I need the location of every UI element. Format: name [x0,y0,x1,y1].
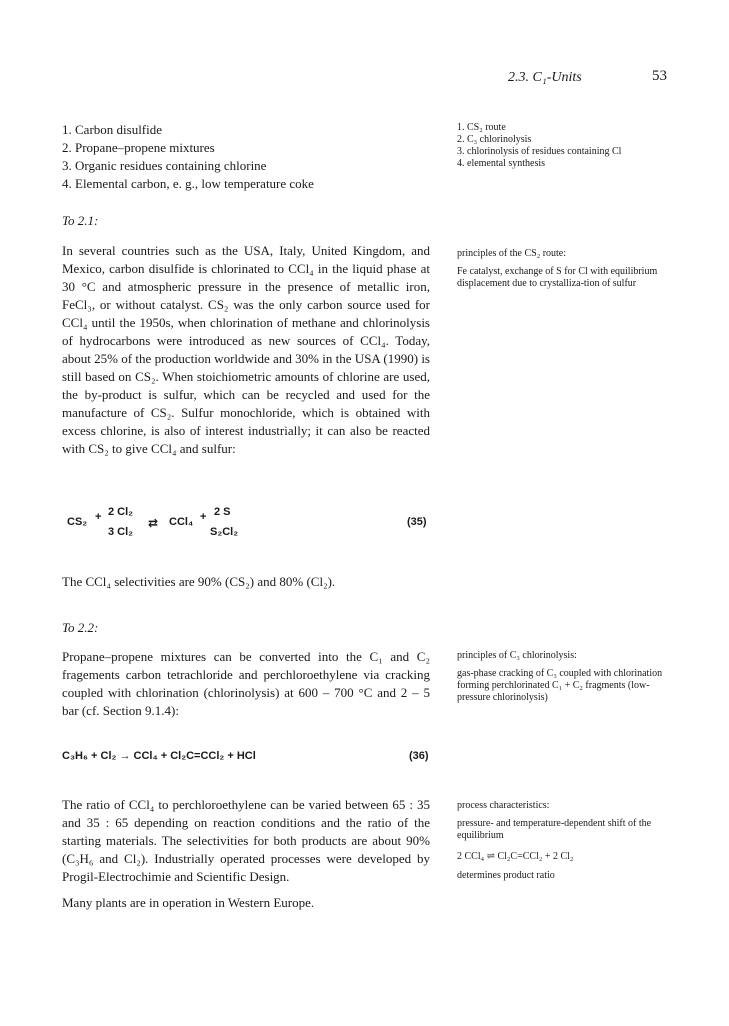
margin-text: pressure- and temperature-dependent shift of the equilibrium [457,818,652,841]
list-item: 1. CS₂ route [457,122,506,133]
margin-note-process [457,800,673,882]
selectivity-text [62,573,430,591]
eq35-reactant: CS₂ [67,516,88,528]
list-item: 3. chlorinolysis of residues containing Cl [457,146,622,157]
eq35-product: CCl₄ [169,516,194,528]
equation-36: C₃H₆ + Cl₂ → CCl₄ + Cl₂C=CCl₂ + HCl [62,750,256,762]
list-item: 2. C₃ chlorinolysis [457,134,532,145]
section-heading-2-2: To 2.2: [62,620,99,635]
eq35-plus: + [95,511,102,523]
list-item: 2. Propane–propene mixtures [62,140,215,155]
eq35-reagent-bottom: 3 Cl₂ [108,526,134,538]
margin-equation: 2 CCl₄ ⇌ Cl₂C=CCl₂ + 2 Cl₂ [457,851,574,862]
body-paragraph: The ratio of CCl₄ to perchloroethylene can be varied between 65 : 35 and 35 : 65 depending on reaction conditions and the ratio of the starting materials. The selectivities for both products are about 90% (C₃H₆ and Cl₂). Industrially operated processes were developed by Progil-Electrochimie and Scientific Design. [62,797,430,884]
body-paragraph: Many plants are in operation in Western Europe. [62,895,315,910]
ratio-paragraph [62,796,430,886]
eq35-reagent-top: 2 Cl₂ [108,506,134,518]
margin-text: determines product ratio [457,870,555,881]
section-2-1-paragraph [62,242,430,458]
running-header-title: 2.3. C₁-Units [508,70,582,85]
body-paragraph: The CCl₄ selectivities are 90% (CS₂) and 80% (Cl₂). [62,574,336,589]
equilibrium-arrow-icon: ⇄ [148,516,159,530]
eq35-byproduct-top: 2 S [214,506,231,518]
list-item: 1. Carbon disulfide [62,122,163,137]
margin-heading: principles of C₃ chlorinolysis: [457,650,577,661]
section-2-2-paragraph [62,648,430,720]
body-paragraph: In several countries such as the USA, Italy, United Kingdom, and Mexico, carbon disulfide is chlorinated to CCl₄ in the liquid phase at 30 °C and atmospheric pressure in the presence of metallic iron, FeCl₃, or without catalyst. CS₂ was the only carbon source used for CCl₄ until the 1950s, when chlorination of methane and chlorinolysis of hydrocarbons were introduced as new sources of CCl₄. Today, about 25% of the production worldwide and 30% in the USA (1990) is still based on CS₂. When stoichiometric amounts of chlorine are used, the by-product is sulfur, which can be recycled and used for the manufacture of CS₂. Sulfur monochloride, which is obtained with excess chlorine, is also of interest industrially; it can also be reacted with CS₂ to give CCl₄ and sulfur: [62,243,430,456]
raw-materials-list [62,121,430,193]
list-item: 4. Elemental carbon, e. g., low temperature coke [62,176,314,191]
margin-note-cs2-route [457,248,673,290]
margin-heading: process characteristics: [457,800,550,811]
margin-text: Fe catalyst, exchange of S for Cl with equilibrium displacement due to crystalliza-tion of sulfur [457,266,658,289]
margin-routes-list [457,122,673,170]
page-number: 53 [652,68,667,84]
list-item: 3. Organic residues containing chlorine [62,158,267,173]
list-item: 4. elemental synthesis [457,158,546,169]
equation-number: (35) [407,516,427,528]
body-paragraph: Propane–propene mixtures can be converted into the C₁ and C₂ fragements carbon tetrachloride and perchloroethylene via cracking coupled with chlorination (chlorinolysis) at 600 – 700 °C and 2 – 5 bar (cf. Section 9.1.4): [62,649,430,718]
eq35-plus: + [200,511,207,523]
eq35-byproduct-bottom: S₂Cl₂ [210,526,239,538]
margin-text: gas-phase cracking of C₃ coupled with chlorination forming perchlorinated C₁ + C₂ fragments (low-pressure chlorinolysis) [457,668,663,703]
margin-note-c3-chlorinolysis [457,650,673,704]
section-heading-2-1: To 2.1: [62,213,99,228]
margin-heading: principles of the CS₂ route: [457,248,567,259]
equation-number: (36) [409,750,429,762]
closing-paragraph [62,894,430,912]
